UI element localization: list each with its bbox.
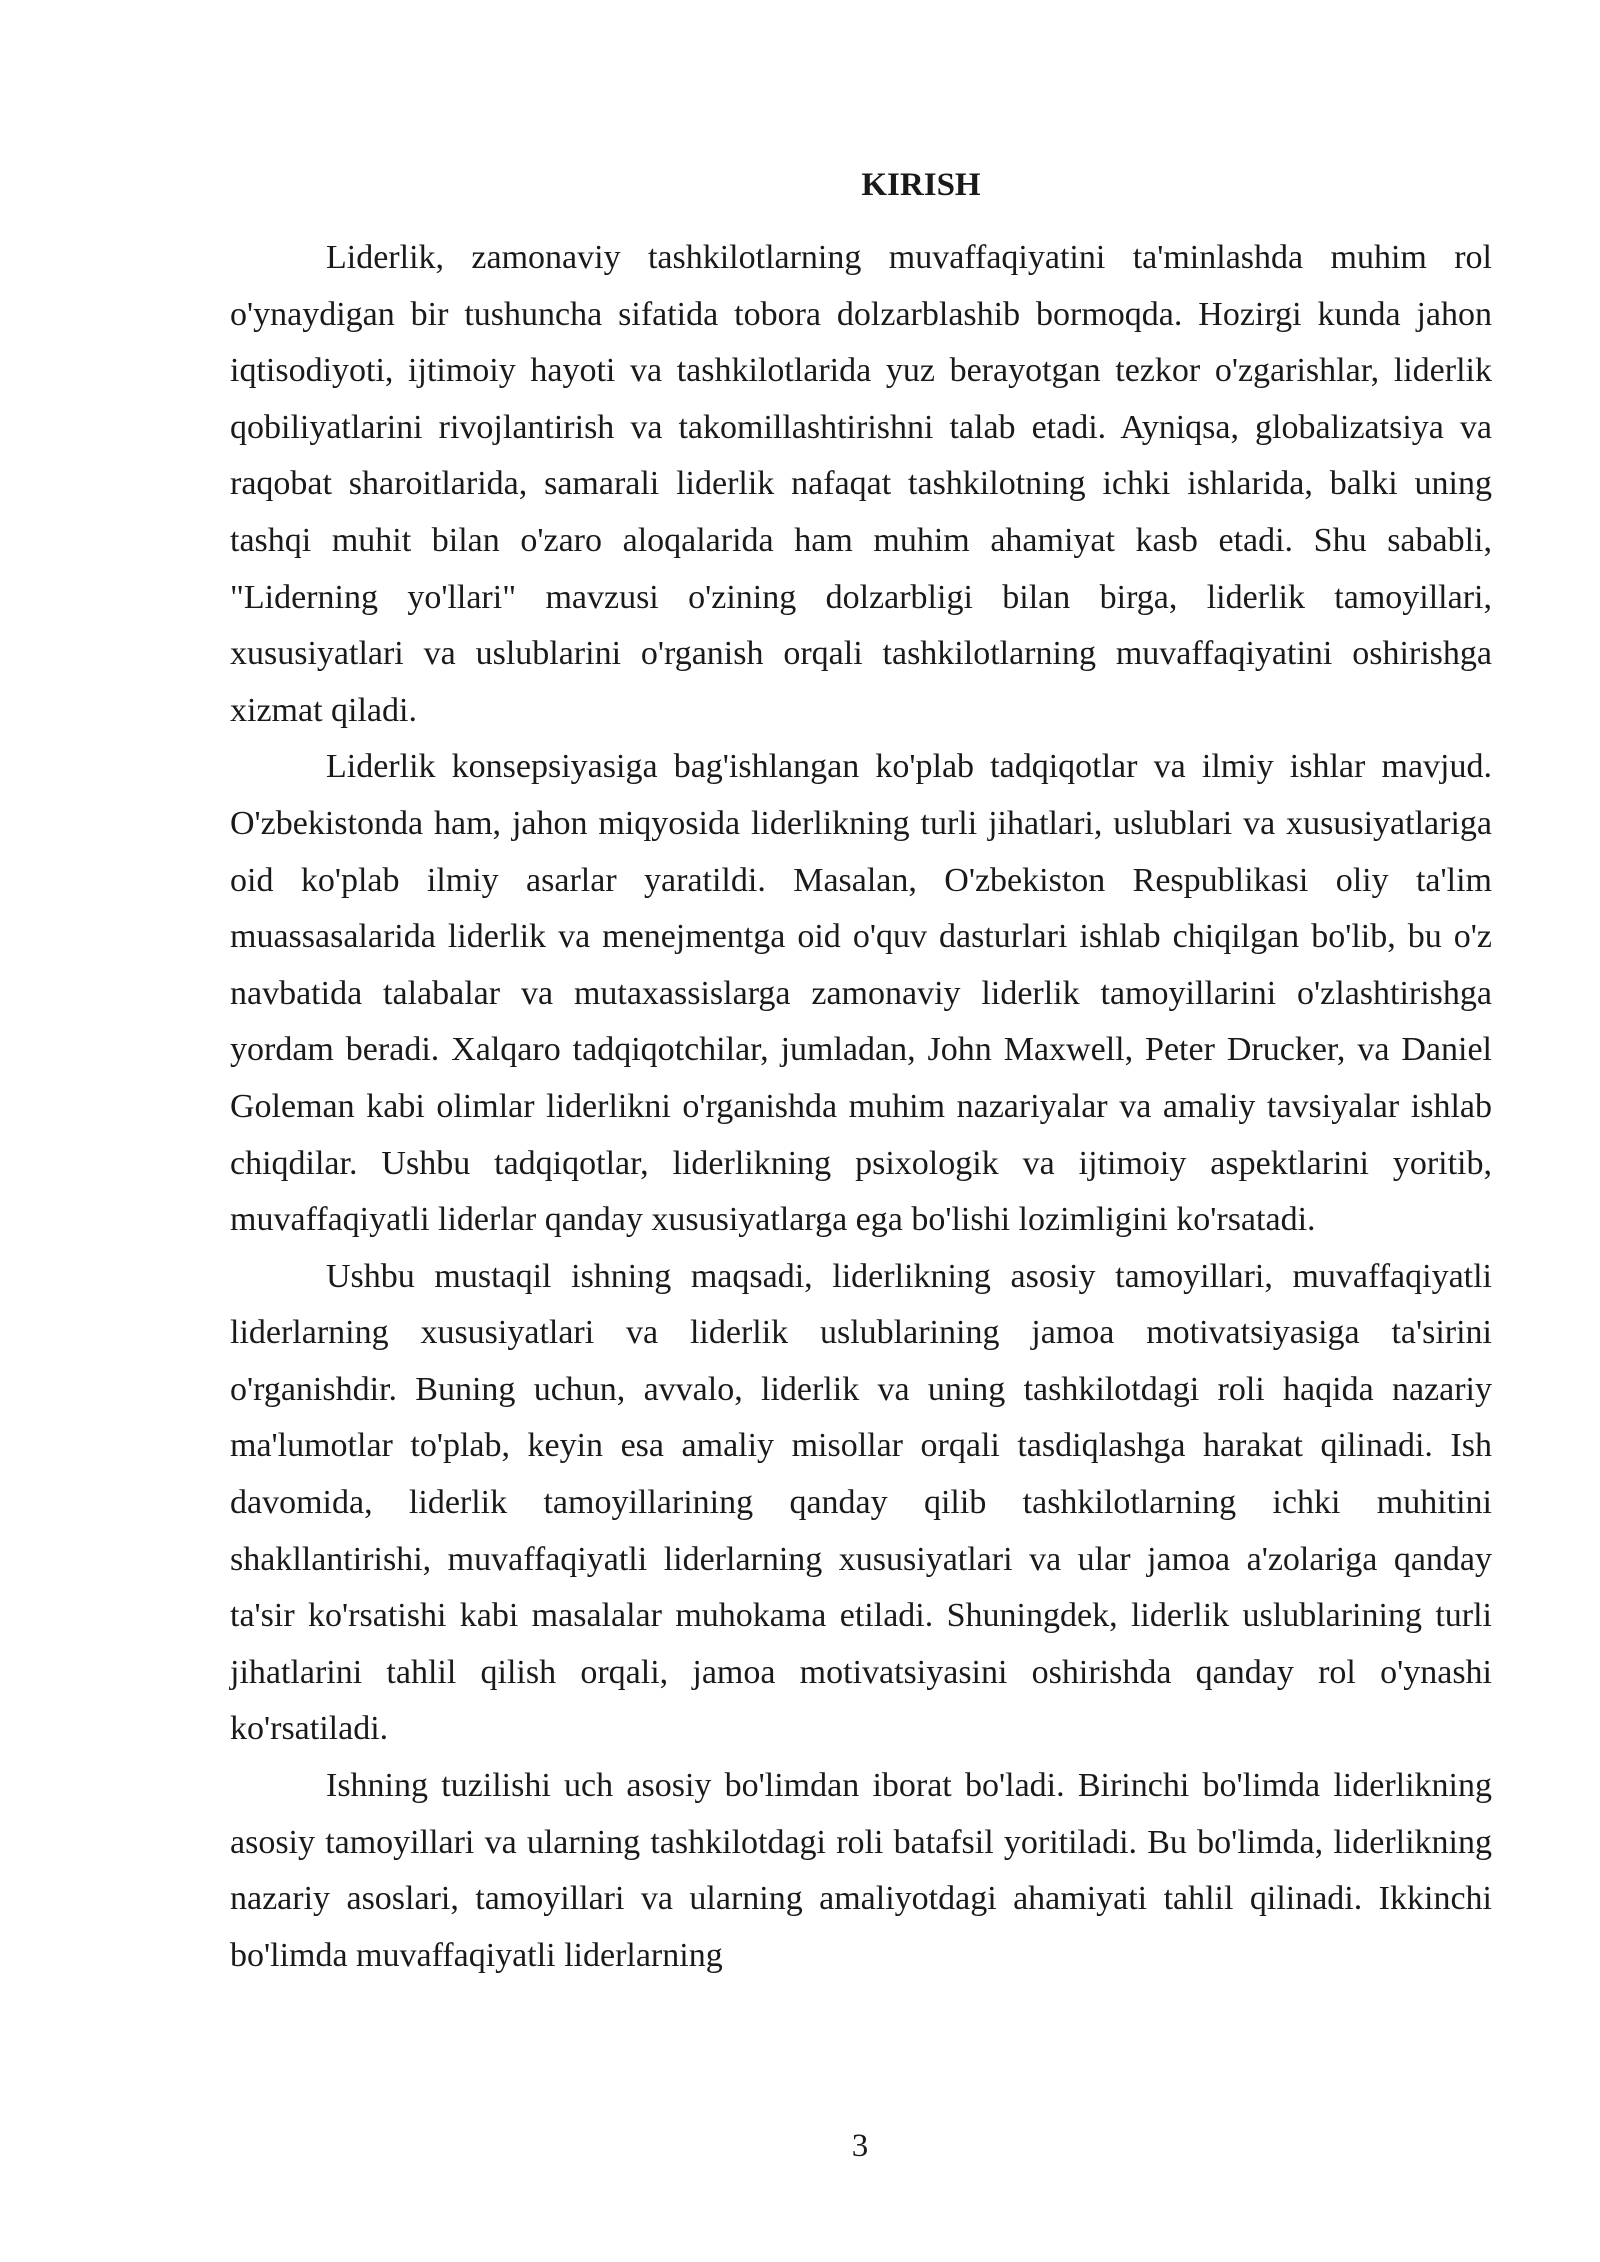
- page-number: 3: [851, 2128, 869, 2164]
- paragraph-4: Ishning tuzilishi uch asosiy bo'limdan iborat bo'ladi. Birinchi bo'limda liderlikning asosiy tamoyillari va ularning tashkilotdagi roli batafsil yoritiladi. Bu bo'limda, liderlikning nazariy asoslari, tamoyillari va ularning amaliyotdagi ahamiyati tahlil qilinadi. Ikkinchi bo'limda muvaffaqiyatli liderlarning: [230, 1767, 1492, 1974]
- paragraph-2: Liderlik konsepsiyasiga bag'ishlangan ko'plab tadqiqotlar va ilmiy ishlar mavjud. O'zbekistonda ham, jahon miqyosida liderlikning turli jihatlari, uslublari va xususiyatlariga oid ko'plab ilmiy asarlar yaratildi. Masalan, O'zbekiston Respublikasi oliy ta'lim muassasalarida liderlik va menejmentga oid o'quv dasturlari ishlab chiqilgan bo'lib, bu o'z navbatida talabalar va mutaxassislarga zamonaviy liderlik tamoyillarini o'zlashtirishga yordam beradi. Xalqaro tadqiqotchilar, jumladan, John Maxwell, Peter Drucker, va Daniel Goleman kabi olimlar liderlikni o'rganishda muhim nazariyalar va amaliy tavsiyalar ishlab chiqdilar. Ushbu tadqiqotlar, liderlikning psixologik va ijtimoiy aspektlarini yoritib, muvaffaqiyatli liderlar qanday xususiyatlarga ega bo'lishi lozimligini ko'rsatadi.: [230, 748, 1492, 1239]
- document-page: [230, 160, 1492, 1984]
- section-title: KIRISH: [861, 167, 981, 203]
- paragraph-1: Liderlik, zamonaviy tashkilotlarning muvaffaqiyatini ta'minlashda muhim rol o'ynaydigan bir tushuncha sifatida tobora dolzarblashib bormoqda. Hozirgi kunda jahon iqtisodiyoti, ijtimoiy hayoti va tashkilotlarida yuz berayotgan tezkor o'zgarishlar, liderlik qobiliyatlarini rivojlantirish va takomillashtirishni talab etadi. Ayniqsa, globalizatsiya va raqobat sharoitlarida, samarali liderlik nafaqat tashkilotning ichki ishlarida, balki uning tashqi muhit bilan o'zaro aloqalarida ham muhim ahamiyat kasb etadi. Shu sababli, "Liderning yo'llari" mavzusi o'zining dolzarbligi bilan birga, liderlik tamoyillari, xususiyatlari va uslublarini o'rganish orqali tashkilotlarning muvaffaqiyatini oshirishga xizmat qiladi.: [230, 239, 1492, 729]
- paragraph-3: Ushbu mustaqil ishning maqsadi, liderlikning asosiy tamoyillari, muvaffaqiyatli liderlarning xususiyatlari va liderlik uslublarining jamoa motivatsiyasiga ta'sirini o'rganishdir. Buning uchun, avvalo, liderlik va uning tashkilotdagi roli haqida nazariy ma'lumotlar to'plab, keyin esa amaliy misollar orqali tasdiqlashga harakat qilinadi. Ish davomida, liderlik tamoyillarining qanday qilib tashkilotlarning ichki muhitini shakllantirishi, muvaffaqiyatli liderlarning xususiyatlari va ular jamoa a'zolariga qanday ta'sir ko'rsatishi kabi masalalar muhokama etiladi. Shuningdek, liderlik uslublarining turli jihatlarini tahlil qilish orqali, jamoa motivatsiyasini oshirishda qanday rol o'ynashi ko'rsatiladi.: [230, 1257, 1492, 1748]
